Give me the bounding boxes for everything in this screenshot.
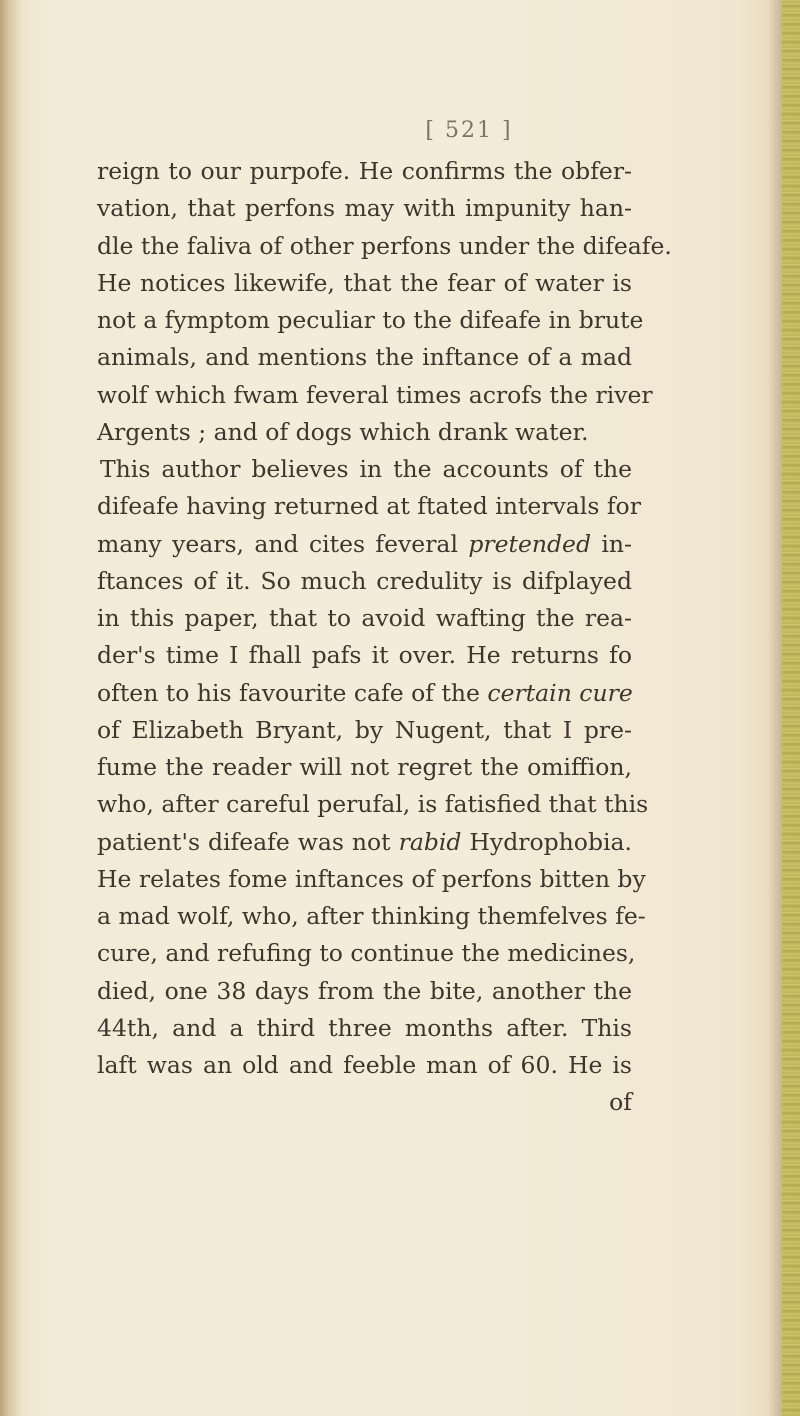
text-line: laft was an old and feeble man of 60. He is bbox=[97, 1051, 632, 1079]
text-line: not a fymptom peculiar to the difeafe in brute bbox=[97, 306, 644, 334]
text-line bbox=[97, 526, 632, 563]
text-run: in- bbox=[601, 529, 632, 558]
text-line: ftances of it. So much credulity is difplayed bbox=[97, 566, 632, 595]
text-line: dle the faliva of other perfons under the difeafe. bbox=[97, 231, 672, 260]
text-run: often to his favourite cafe of the bbox=[97, 678, 480, 707]
text-line bbox=[97, 675, 632, 712]
page-fore-edge bbox=[782, 0, 800, 1416]
text-run: Hydrophobia. bbox=[469, 827, 632, 856]
text-line: This author believes in the accounts of the bbox=[100, 455, 632, 483]
text-run: patient's difeafe was not bbox=[97, 827, 391, 856]
italic-text: rabid bbox=[398, 827, 462, 856]
text-line: wolf which fwam feveral times acrofs the river bbox=[97, 380, 653, 409]
page-edge-shadow bbox=[768, 0, 782, 1416]
text-line: a mad wolf, who, after thinking themfelves fe- bbox=[97, 902, 646, 930]
text-line: died, one 38 days from the bite, another the bbox=[97, 976, 632, 1005]
text-line: of Elizabeth Bryant, by Nugent, that I pre- bbox=[97, 715, 632, 744]
body-text bbox=[97, 153, 672, 1122]
text-line: reign to our purpofe. He confirms the obfer- bbox=[97, 157, 632, 185]
text-line: in this paper, that to avoid wafting the rea- bbox=[97, 604, 632, 632]
text-line: He relates fome inftances of perfons bitten by bbox=[97, 864, 646, 893]
text-line: who, after careful perufal, is fatisfied that this bbox=[97, 790, 649, 819]
page-gutter bbox=[0, 0, 22, 1416]
text-run: many years, and cites feveral bbox=[97, 529, 458, 558]
text-line: fume the reader will not regret the omiffion, bbox=[97, 753, 632, 781]
italic-text: pretended bbox=[468, 529, 592, 558]
text-line: He notices likewife, that the fear of water is bbox=[97, 268, 632, 297]
text-line: der's time I fhall pafs it over. He returns fo bbox=[97, 641, 632, 670]
text-line: difeafe having returned at ftated intervals for bbox=[97, 492, 641, 521]
text-line: animals, and mentions the inftance of a mad bbox=[97, 343, 632, 372]
text-line: vation, that perfons may with impunity han- bbox=[97, 194, 632, 223]
text-line: 44th, and a third three months after. This bbox=[97, 1013, 632, 1042]
catchword: of bbox=[609, 1088, 632, 1117]
text-line bbox=[97, 824, 632, 861]
text-line: Argents ; and of dogs which drank water. bbox=[97, 417, 589, 446]
italic-text: certain cure bbox=[487, 678, 633, 707]
page-header bbox=[0, 118, 800, 143]
text-line: cure, and refufing to continue the medicines, bbox=[97, 939, 636, 968]
page-number: [ 521 ] bbox=[425, 118, 513, 143]
